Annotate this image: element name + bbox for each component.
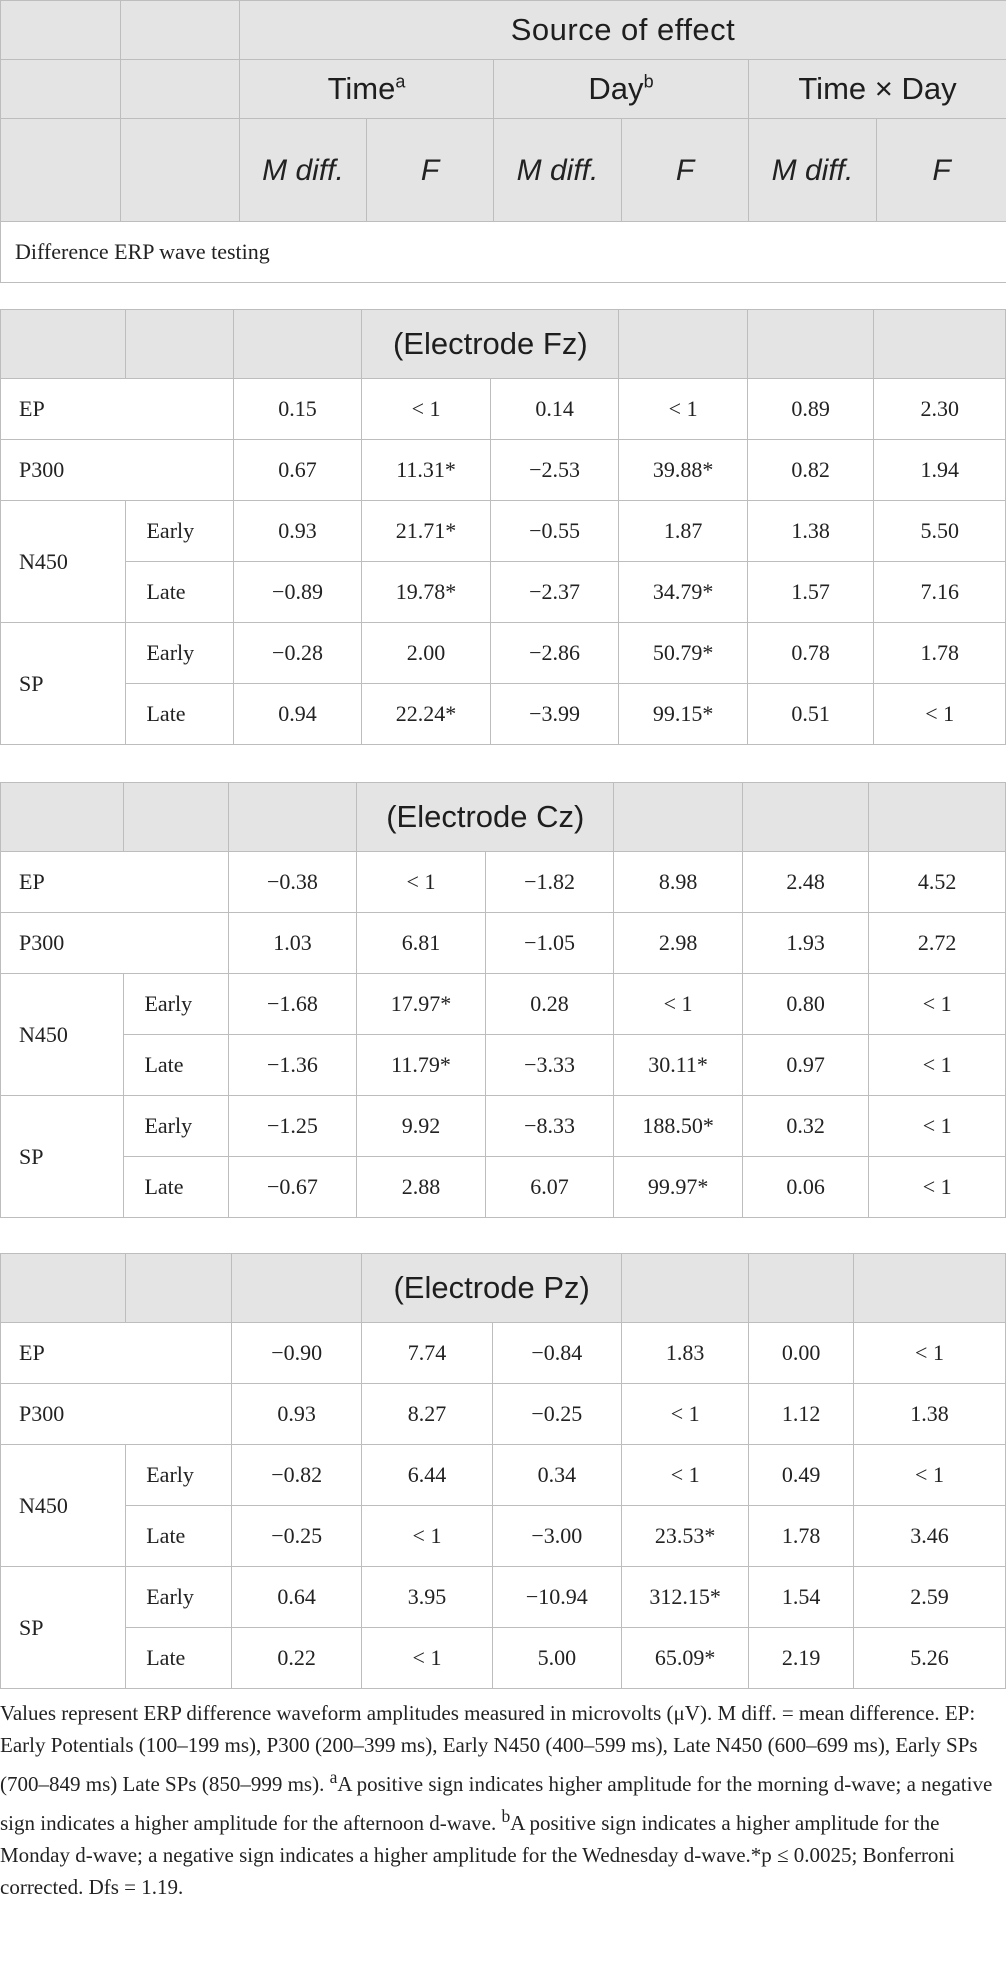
table-cell: 0.14 — [490, 379, 619, 440]
table-cell: 17.97* — [357, 974, 486, 1035]
table-cell: −2.53 — [490, 440, 619, 501]
table-cell: 6.07 — [485, 1157, 614, 1218]
table-cell: < 1 — [619, 379, 748, 440]
row-sub-label: Early — [126, 623, 233, 684]
header-row-source — [1, 1, 1006, 60]
table-cell: < 1 — [614, 974, 743, 1035]
row-sub-label: Late — [124, 1035, 228, 1096]
header-blank-cell — [231, 1254, 361, 1323]
table-row — [1, 1035, 1006, 1096]
table-cell: 1.83 — [622, 1323, 749, 1384]
row-sub-label: Late — [126, 1506, 232, 1567]
table-cell: −0.89 — [233, 562, 362, 623]
header-blank-cell — [126, 310, 233, 379]
table-cell: 1.78 — [874, 623, 1006, 684]
table-cell: 1.78 — [749, 1506, 854, 1567]
table-cell: 0.82 — [747, 440, 874, 501]
electrode-fz-table — [0, 309, 1006, 745]
row-group-label: SP — [1, 1096, 124, 1218]
table-cell: 0.49 — [749, 1445, 854, 1506]
table-cell: 188.50* — [614, 1096, 743, 1157]
sub-header-m-diff: M diff. — [494, 119, 622, 222]
header-blank-cell — [747, 310, 874, 379]
table-cell: −0.55 — [490, 501, 619, 562]
header-blank-cell — [1, 60, 121, 119]
table-cell: 0.06 — [742, 1157, 869, 1218]
table-row — [1, 1567, 1006, 1628]
table-cell: −8.33 — [485, 1096, 614, 1157]
header-blank-cell — [869, 783, 1006, 852]
header-blank-cell — [614, 783, 743, 852]
table-cell: < 1 — [362, 1506, 492, 1567]
table-cell: 2.19 — [749, 1628, 854, 1689]
table-cell: 6.44 — [362, 1445, 492, 1506]
header-blank-cell — [126, 1254, 232, 1323]
table-row — [1, 852, 1006, 913]
row-group-label: SP — [1, 1567, 126, 1689]
row-sub-label: Early — [126, 501, 233, 562]
table-cell: 0.64 — [231, 1567, 361, 1628]
row-label: EP — [1, 1323, 232, 1384]
table-cell: −0.38 — [228, 852, 357, 913]
table-row — [1, 1323, 1006, 1384]
row-label: EP — [1, 379, 234, 440]
table-cell: 0.93 — [231, 1384, 361, 1445]
table-cell: 8.27 — [362, 1384, 492, 1445]
row-group-label: N450 — [1, 974, 124, 1096]
electrode-header-row — [1, 783, 1006, 852]
header-blank-cell — [619, 310, 748, 379]
table-cell: 2.88 — [357, 1157, 486, 1218]
electrode-cz-table — [0, 782, 1006, 1218]
table-cell: 11.79* — [357, 1035, 486, 1096]
table-cell: 5.00 — [492, 1628, 621, 1689]
table-cell: 4.52 — [869, 852, 1006, 913]
table-row — [1, 1506, 1006, 1567]
header-blank-cell — [622, 1254, 749, 1323]
table-cell: 5.50 — [874, 501, 1006, 562]
table-cell: 0.93 — [233, 501, 362, 562]
sub-header-m-diff: M diff. — [749, 119, 877, 222]
table-footnote — [0, 1697, 1000, 1903]
row-label: P300 — [1, 1384, 232, 1445]
table-cell: −2.86 — [490, 623, 619, 684]
table-cell: −1.82 — [485, 852, 614, 913]
table-cell: 1.38 — [747, 501, 874, 562]
wave-label-row — [1, 222, 1006, 283]
table-cell: 22.24* — [362, 684, 491, 745]
source-of-effect-header: Source of effect — [240, 1, 1006, 60]
table-cell: 65.09* — [622, 1628, 749, 1689]
table-row — [1, 1628, 1006, 1689]
table-cell: −10.94 — [492, 1567, 621, 1628]
header-blank-cell — [1, 1254, 126, 1323]
electrode-title: (Electrode Fz) — [362, 310, 619, 379]
row-sub-label: Early — [124, 1096, 228, 1157]
table-cell: 0.22 — [231, 1628, 361, 1689]
group-header-time-x-day: Time × Day — [749, 60, 1006, 119]
table-cell: < 1 — [854, 1445, 1006, 1506]
header-table — [0, 0, 1006, 283]
table-cell: < 1 — [869, 1157, 1006, 1218]
table-cell: 0.97 — [742, 1035, 869, 1096]
table-cell: 1.57 — [747, 562, 874, 623]
sub-header-m-diff: M diff. — [240, 119, 367, 222]
sub-header-f: F — [877, 119, 1006, 222]
electrode-title: (Electrode Pz) — [362, 1254, 622, 1323]
row-group-label: N450 — [1, 1445, 126, 1567]
table-cell: < 1 — [362, 379, 491, 440]
electrode-pz-table — [0, 1253, 1006, 1689]
table-cell: 50.79* — [619, 623, 748, 684]
table-row — [1, 1157, 1006, 1218]
sub-header-f: F — [367, 119, 494, 222]
table-cell: 99.97* — [614, 1157, 743, 1218]
electrode-header-row — [1, 310, 1006, 379]
table-cell: 6.81 — [357, 913, 486, 974]
table-cell: < 1 — [854, 1323, 1006, 1384]
table-cell: 19.78* — [362, 562, 491, 623]
header-blank-cell — [742, 783, 869, 852]
table-cell: 1.38 — [854, 1384, 1006, 1445]
table-row — [1, 1445, 1006, 1506]
table-cell: −2.37 — [490, 562, 619, 623]
table-cell: −0.82 — [231, 1445, 361, 1506]
table-row — [1, 623, 1006, 684]
header-blank-cell — [121, 119, 240, 222]
footnote-text: Values represent ERP difference waveform amplitudes measured in microvolts (μV). M diff. = mean difference. EP: Early Potentials (100–199 ms), P300 (200–399 ms), Early N450 (400–599 ms), Late N450 (600–699 ms), Early SPs (700–849 ms) Late SPs (850–999 ms). $^a$A positive sign indicates higher amplitude for the morning d-wave; a negative sign indicates a higher amplitude for the afternoon d-wave. $^b$A positive sign indicates a higher amplitude for the Monday d-wave; a negative sign indicates a higher amplitude for the Wednesday d-wave.*p ≤ 0.0025; Bonferroni corrected. Dfs = 1.19. — [0, 1701, 993, 1899]
table-cell: 0.94 — [233, 684, 362, 745]
table-cell: −0.84 — [492, 1323, 621, 1384]
table-cell: 5.26 — [854, 1628, 1006, 1689]
table-cell: −3.00 — [492, 1506, 621, 1567]
table-cell: −1.05 — [485, 913, 614, 974]
table-cell: −0.90 — [231, 1323, 361, 1384]
table-cell: 0.34 — [492, 1445, 621, 1506]
table-cell: 8.98 — [614, 852, 743, 913]
table-cell: < 1 — [357, 852, 486, 913]
table-cell: 0.15 — [233, 379, 362, 440]
wave-label: Difference ERP wave testing — [1, 222, 1006, 283]
table-cell: < 1 — [869, 974, 1006, 1035]
table-row — [1, 913, 1006, 974]
table-cell: 21.71* — [362, 501, 491, 562]
table-row — [1, 1096, 1006, 1157]
table-cell: 0.80 — [742, 974, 869, 1035]
table-cell: −3.99 — [490, 684, 619, 745]
table-cell: 0.00 — [749, 1323, 854, 1384]
table-cell: −1.68 — [228, 974, 357, 1035]
row-group-label: SP — [1, 623, 126, 745]
electrode-title: (Electrode Cz) — [357, 783, 614, 852]
header-blank-cell — [233, 310, 362, 379]
table-cell: < 1 — [869, 1096, 1006, 1157]
table-cell: 3.95 — [362, 1567, 492, 1628]
table-cell: < 1 — [874, 684, 1006, 745]
header-blank-cell — [1, 119, 121, 222]
table-cell: 11.31* — [362, 440, 491, 501]
table-cell: 1.93 — [742, 913, 869, 974]
header-blank-cell — [1, 310, 126, 379]
table-cell: 2.30 — [874, 379, 1006, 440]
group-header-day: Day$^b$ — [494, 60, 749, 119]
table-cell: −1.36 — [228, 1035, 357, 1096]
table-cell: −3.33 — [485, 1035, 614, 1096]
row-sub-label: Late — [126, 684, 233, 745]
table-cell: −0.25 — [492, 1384, 621, 1445]
table-cell: 7.74 — [362, 1323, 492, 1384]
table-row — [1, 1384, 1006, 1445]
table-row — [1, 974, 1006, 1035]
header-blank-cell — [1, 783, 124, 852]
table-cell: 2.48 — [742, 852, 869, 913]
table-cell: 34.79* — [619, 562, 748, 623]
table-row — [1, 501, 1006, 562]
table-cell: −0.67 — [228, 1157, 357, 1218]
row-sub-label: Late — [124, 1157, 228, 1218]
table-cell: 23.53* — [622, 1506, 749, 1567]
table-cell: 0.67 — [233, 440, 362, 501]
table-cell: −0.25 — [231, 1506, 361, 1567]
table-cell: 7.16 — [874, 562, 1006, 623]
table-row — [1, 684, 1006, 745]
table-cell: 2.98 — [614, 913, 743, 974]
table-cell: 2.59 — [854, 1567, 1006, 1628]
table-row — [1, 562, 1006, 623]
header-blank-cell — [874, 310, 1006, 379]
table-cell: 39.88* — [619, 440, 748, 501]
table-row — [1, 379, 1006, 440]
row-sub-label: Early — [126, 1567, 232, 1628]
table-cell: 0.32 — [742, 1096, 869, 1157]
header-blank-cell — [228, 783, 357, 852]
table-cell: < 1 — [869, 1035, 1006, 1096]
table-cell: 99.15* — [619, 684, 748, 745]
row-sub-label: Late — [126, 1628, 232, 1689]
header-blank-cell — [121, 60, 240, 119]
row-sub-label: Late — [126, 562, 233, 623]
row-label: EP — [1, 852, 229, 913]
header-row-sub — [1, 119, 1006, 222]
table-cell: 312.15* — [622, 1567, 749, 1628]
table-cell: 30.11* — [614, 1035, 743, 1096]
header-blank-cell — [749, 1254, 854, 1323]
header-blank-cell — [854, 1254, 1006, 1323]
header-row-groups — [1, 60, 1006, 119]
header-blank-cell — [121, 1, 240, 60]
table-cell: 1.94 — [874, 440, 1006, 501]
row-label: P300 — [1, 440, 234, 501]
row-sub-label: Early — [126, 1445, 232, 1506]
table-cell: < 1 — [622, 1445, 749, 1506]
header-blank-cell — [124, 783, 228, 852]
row-label: P300 — [1, 913, 229, 974]
row-sub-label: Early — [124, 974, 228, 1035]
group-header-time: Time$^a$ — [240, 60, 494, 119]
header-blank-cell — [1, 1, 121, 60]
table-cell: 1.03 — [228, 913, 357, 974]
table-cell: 3.46 — [854, 1506, 1006, 1567]
sub-header-f: F — [622, 119, 749, 222]
table-cell: −0.28 — [233, 623, 362, 684]
table-cell: 0.51 — [747, 684, 874, 745]
table-cell: 0.78 — [747, 623, 874, 684]
electrode-header-row — [1, 1254, 1006, 1323]
table-cell: 1.12 — [749, 1384, 854, 1445]
table-cell: 2.72 — [869, 913, 1006, 974]
table-row — [1, 440, 1006, 501]
table-cell: 0.89 — [747, 379, 874, 440]
table-cell: 1.87 — [619, 501, 748, 562]
table-cell: −1.25 — [228, 1096, 357, 1157]
table-cell: < 1 — [362, 1628, 492, 1689]
row-group-label: N450 — [1, 501, 126, 623]
table-cell: 2.00 — [362, 623, 491, 684]
table-cell: 9.92 — [357, 1096, 486, 1157]
table-cell: < 1 — [622, 1384, 749, 1445]
table-cell: 0.28 — [485, 974, 614, 1035]
table-cell: 1.54 — [749, 1567, 854, 1628]
